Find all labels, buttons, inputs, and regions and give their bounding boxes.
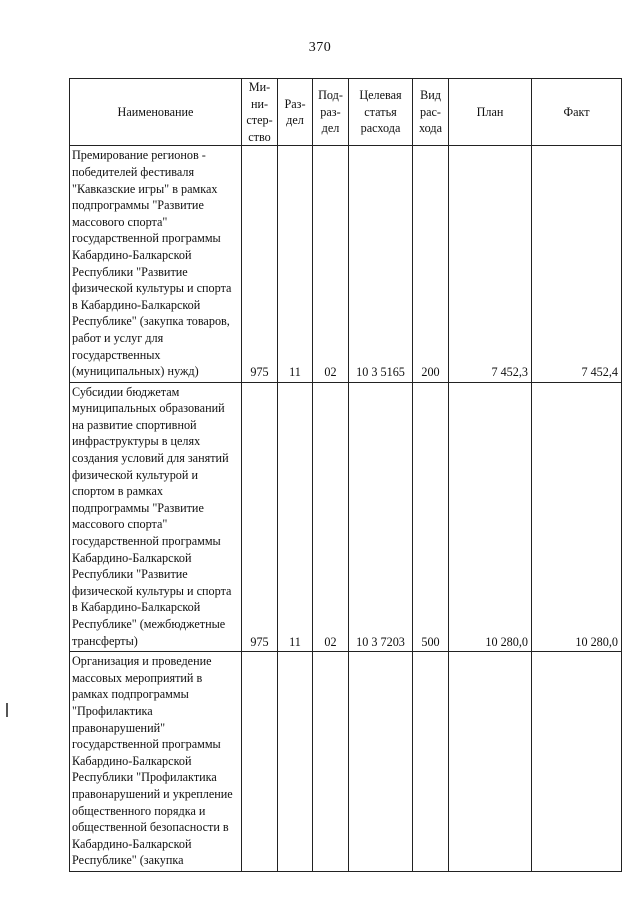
row-subsection <box>313 652 349 872</box>
header-plan: План <box>449 79 532 146</box>
row-section: 11 <box>278 382 313 652</box>
table-row <box>70 146 622 382</box>
header-ministry: Ми- ни- стер- ство <box>242 79 278 146</box>
row-name: Субсидии бюджетам муниципальных образований на развитие спортивной инфраструктуры в целях создания условий для занятий физической культурой и спортом в рамках подпрограммы "Развитие массового спорта" государственной программы Кабардино-Балкарской Республики "Развитие физической культуры и спорта в Кабардино-Балкарской Республике" (межбюджетные трансферты) <box>70 382 242 652</box>
row-plan: 7 452,3 <box>449 146 532 382</box>
row-name: Организация и проведение массовых мероприятий в рамках подпрограммы "Профилактика правонарушений" государственной программы Кабардино-Балкарской Республики "Профилактика правонарушений и укрепление общественного порядка и общественной безопасности в Кабардино-Балкарской Республике" (закупка <box>70 652 242 872</box>
row-target <box>349 652 413 872</box>
budget-table <box>69 78 622 872</box>
table-row <box>70 382 622 652</box>
header-section: Раз- дел <box>278 79 313 146</box>
row-expense-type <box>413 652 449 872</box>
row-plan <box>449 652 532 872</box>
row-fact: 10 280,0 <box>532 382 622 652</box>
row-plan: 10 280,0 <box>449 382 532 652</box>
row-subsection: 02 <box>313 382 349 652</box>
row-section <box>278 652 313 872</box>
row-expense-type: 500 <box>413 382 449 652</box>
row-fact: 7 452,4 <box>532 146 622 382</box>
scan-margin-mark <box>6 703 8 717</box>
header-subsection: Под- раз- дел <box>313 79 349 146</box>
table-row <box>70 652 622 872</box>
row-section: 11 <box>278 146 313 382</box>
row-subsection: 02 <box>313 146 349 382</box>
table-header-row <box>70 79 622 146</box>
row-ministry: 975 <box>242 382 278 652</box>
row-target: 10 3 5165 <box>349 146 413 382</box>
row-expense-type: 200 <box>413 146 449 382</box>
row-ministry: 975 <box>242 146 278 382</box>
row-ministry <box>242 652 278 872</box>
header-target: Целевая статья расхода <box>349 79 413 146</box>
header-name: Наименование <box>70 79 242 146</box>
page-number: 370 <box>308 40 332 55</box>
row-target: 10 3 7203 <box>349 382 413 652</box>
header-expense-type: Вид рас- хода <box>413 79 449 146</box>
row-fact <box>532 652 622 872</box>
header-fact: Факт <box>532 79 622 146</box>
row-name: Премирование регионов - победителей фестиваля "Кавказские игры" в рамках подпрограммы "Развитие массового спорта" государственной программы Кабардино-Балкарской Республики "Развитие физической культуры и спорта в Кабардино-Балкарской Республике" (закупка товаров, работ и услуг для государственных (муниципальных) нужд) <box>70 146 242 382</box>
